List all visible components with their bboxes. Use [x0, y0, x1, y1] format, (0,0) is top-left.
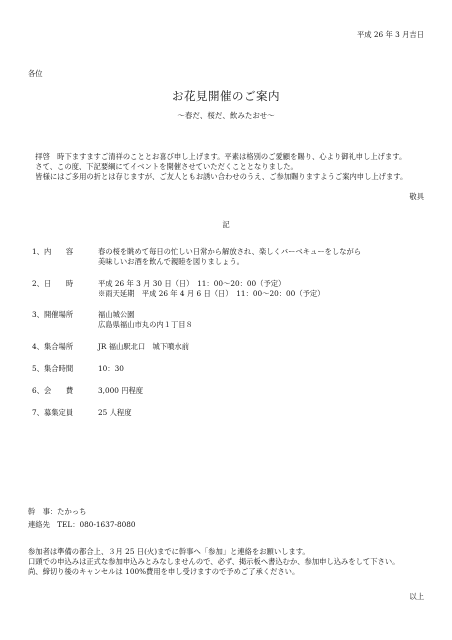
detail-line: 福山城公園: [98, 310, 135, 320]
detail-datetime: [32, 279, 432, 299]
detail-value: [98, 310, 193, 330]
closing-keigu: 敬具: [409, 192, 424, 201]
detail-capacity: [32, 408, 432, 418]
detail-label: 1、内 容: [32, 247, 74, 256]
detail-label: 4、集合場所: [32, 342, 74, 352]
detail-meeting-time: [32, 364, 432, 374]
body-paragraph-3: 皆様にはご多用の折とは存じますが、ご友人ともお誘い合わせのうえ、ご参加賜りますようご案内申し上げます。: [35, 171, 408, 181]
detail-line: ※雨天延期 平成 26 年 4 月 6 日（日） 11：00〜20：00（予定）: [98, 288, 325, 298]
detail-venue: [32, 310, 432, 330]
detail-value: [98, 386, 143, 396]
detail-value: [98, 408, 132, 418]
detail-value: [98, 279, 325, 299]
detail-line: 25 人程度: [98, 407, 132, 417]
detail-line: 平成 26 年 3 月 30 日（日） 11：00〜20：00（予定）: [98, 278, 286, 288]
detail-line: 3,000 円程度: [98, 385, 144, 395]
note-line: 尚、締切り後のキャンセルは 100%費用を申し受けますので予めご了承ください。: [28, 566, 300, 576]
closing-ijo: 以上: [409, 592, 424, 601]
detail-fee: [32, 386, 432, 396]
note-line: 口頭での申込みは正式な参加申込みとみなしませんので、必ず、掲示板へ書込むか、参加申し込みをして下さい。: [28, 556, 400, 566]
detail-value: [98, 364, 124, 374]
detail-content: [32, 247, 432, 267]
detail-label: 2、日 時: [32, 278, 74, 288]
ki-heading: 記: [222, 220, 230, 229]
issue-date: 平成 26 年 3 月吉日: [357, 30, 424, 39]
detail-line: 広島県福山市丸の内１丁目８: [98, 320, 193, 330]
detail-meeting-place: [32, 342, 432, 352]
detail-label: 5、集合時間: [32, 363, 74, 373]
detail-line: 10：30: [98, 363, 124, 373]
organizer: 幹 事：たかっち: [28, 507, 87, 516]
detail-line: JR 福山駅北口 城下噴水前: [98, 342, 190, 352]
event-details: [32, 247, 432, 429]
detail-line: 美味しいお酒を飲んで親睦を図りましょう。: [98, 256, 244, 266]
note-line: 参加者は準備の都合上、３月 25 日(火)までに幹事へ「参加」と連絡をお願いします。: [28, 547, 310, 556]
contact-block: [28, 507, 136, 533]
document-title: お花見開催のご案内: [172, 89, 280, 103]
contact-phone: 連絡先 TEL：080-1637-8080: [28, 519, 136, 529]
letter-body: [28, 152, 426, 182]
detail-label: 7、募集定員: [32, 407, 74, 417]
detail-value: [98, 342, 189, 352]
detail-label: 3、開催場所: [32, 310, 74, 320]
detail-line: 春の桜を眺めて毎日の忙しい日常から解放され、楽しくバーベキューをしながら: [98, 247, 362, 256]
addressee: 各位: [28, 69, 43, 78]
detail-label: 6、会 費: [32, 385, 74, 395]
body-paragraph-2: さて、この度、下記要綱にてイベントを開催させていただくこととなりました。: [35, 161, 298, 171]
greeting-paragraph: 拝啓 時下ますますご清祥のこととお喜び申し上げます。平素は格別のご愛顧を賜り、心より御礼申し上げます。: [35, 152, 407, 161]
document-subtitle: 〜春だ、桜だ、飲みたおせ〜: [177, 111, 275, 120]
detail-value: [98, 247, 361, 267]
notes-block: [28, 547, 428, 577]
